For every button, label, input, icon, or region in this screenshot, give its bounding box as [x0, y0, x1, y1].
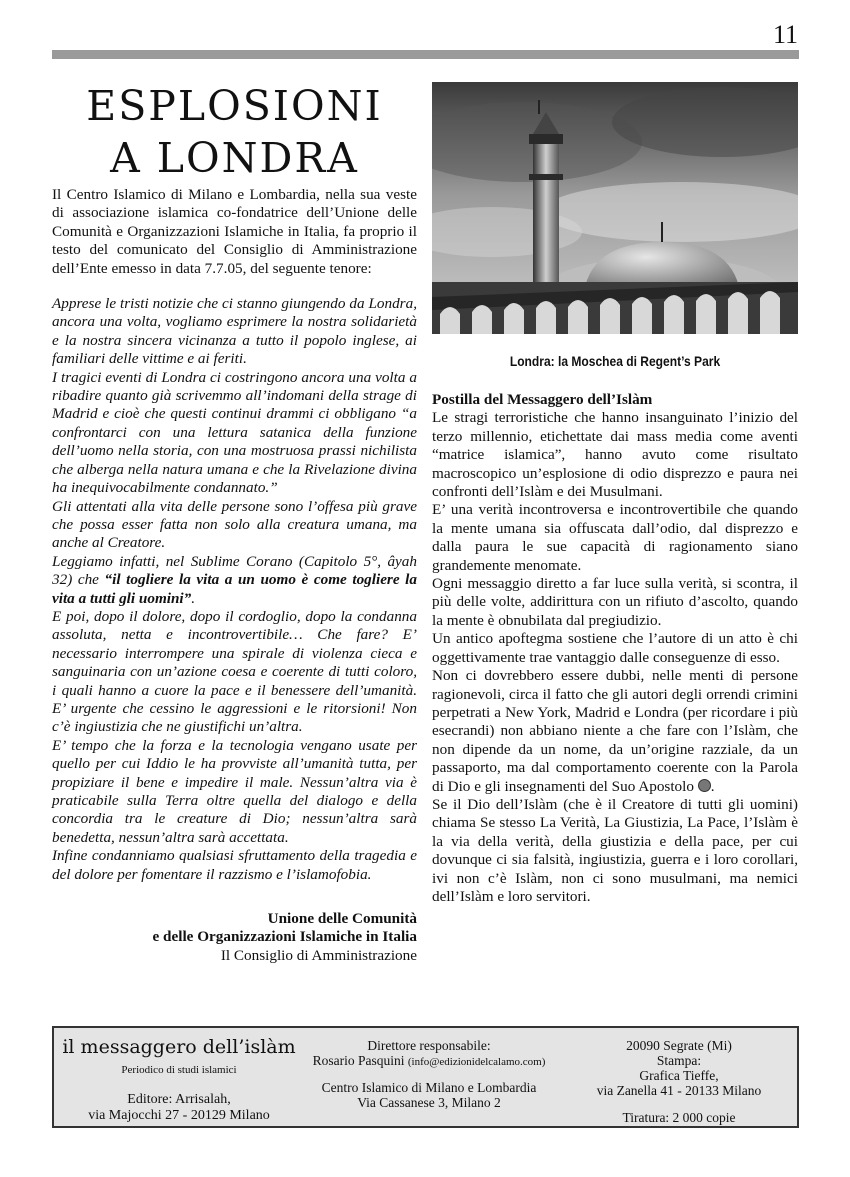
postscript-paragraph: Se il Dio dell’Islàm (che è il Creatore di tutti gli uomini) chiama Se stesso La Verità, La Giustizia, La Pace, l’Islàm è la via della verità, della giustizia e della pace, per cui dovunque ci sia falsità, ingiustizia, guerra e i loro corollari, ivi non c’è Islàm, non ci sono musulmani, ma nemici dell’Islàm e loro servitori. — [432, 795, 798, 905]
postscript-paragraph: Un antico apoftegma sostiene che l’autore di un atto è chi oggettivamente trae vantaggio dalle conseguenze di esso. — [432, 630, 798, 666]
editor-info — [54, 1092, 304, 1124]
print-run: Tiratura: 2 000 copie — [622, 1110, 736, 1125]
magazine-brand: il messaggero dell’islàm — [62, 1036, 296, 1058]
statement-paragraph: Gli attentati alla vita delle persone sono l’offesa più grave che possa esser fatta non solo alla creatura umana, ma anche al Creatore. — [52, 497, 417, 552]
left-column — [52, 186, 417, 965]
print-label: Stampa: — [656, 1053, 702, 1068]
page-number: 11 — [772, 20, 798, 49]
postscript-paragraph: E’ una verità incontroversa e incontrovertibile che quando la mente umana sia offuscata dall’odio, dal disprezzo e dalla paura le sue capacità di ragionamento siano grandemente menomate. — [432, 501, 798, 574]
intro-paragraph: Il Centro Islamico di Milano e Lombardia, nella sua veste di associazione islamica co-fondatrice dell’Unione delle Comunità e Organizzazioni Islamiche in Italia, fa proprio il testo del comunicato del Consiglio di Amministrazione dell’Ente emesso in data 7.7.05, del seguente tenore: — [52, 186, 417, 277]
photo-caption: Londra: la Moschea di Regent’s Park — [509, 353, 721, 369]
editor-address: via Majocchi 27 - 20129 Milano — [88, 1108, 270, 1123]
statement-paragraph: I tragici eventi di Londra ci costringono ancora una volta a ribadire quanto già scrivemmo all’indomani della strage di Madrid e cioè che questi continui drammi ci obbligano “a confrontarci con una lettura satanica della funzione dell’uomo nella storia, con una mostruosa prassi nichilista che alberga nella natura umana e che la Rivelazione divina ha inequivocabilmente condannato.” — [52, 368, 417, 497]
printer-address: via Zanella 41 - 20133 Milano — [596, 1083, 762, 1098]
quran-quote-paragraph — [52, 553, 417, 608]
footer-director — [306, 1038, 552, 1110]
place: 20090 Segrate (Mi) — [626, 1038, 732, 1053]
postscript-paragraph: Ogni messaggio diretto a far luce sulla verità, si scontra, il più delle volte, addirittura con un rifiuto d’ascolto, quando la mente è obnubilata dal pregiudizio. — [432, 575, 798, 629]
footer-publisher — [54, 1036, 304, 1124]
header-rule — [52, 50, 799, 59]
statement-paragraph: E’ tempo che la forza e la tecnologia vengano usate per quello per cui Iddio le ha provviste all’umanità tutta, per propiziare il bene e impedire il male. Nessun’altra via è praticabile sulla Terra oltre quella del dialogo e della concordia tra le creature di Dio; nessun’altra sarà benedetta, nessun’altra sarà accettata. — [52, 736, 417, 846]
mosque-photo — [432, 82, 798, 334]
masthead-footer — [52, 1026, 799, 1128]
statement-paragraph: Apprese le tristi notizie che ci stanno giungendo da Londra, ancora una volta, vogliamo esprimere la nostra solidarietà e la nostra sincera vicinanza a tutto il popolo inglese, ai familiari delle vittime e ai feriti. — [52, 295, 417, 368]
postscript-heading: Postilla del Messaggero dell’Islàm — [432, 391, 653, 408]
postscript-paragraph: Le stragi terroristiche che hanno insanguinato l’inizio del terzo millennio, etichettate dai mass media come aventi “matrice islamica”, hanno avuto come risultato macroscopico un’esplosione di odio disprezzo e paura nei confronti dell’Islàm e dei Musulmani. — [432, 409, 798, 501]
quote-end: . — [191, 589, 196, 607]
signature-line-3: Il Consiglio di Amministrazione — [220, 946, 417, 964]
title-line-2: A LONDRA — [110, 134, 359, 182]
signature-block — [52, 910, 417, 965]
blessing-seal-icon — [698, 779, 711, 792]
center-address: Via Cassanese 3, Milano 2 — [357, 1095, 501, 1110]
mosque-illustration — [432, 82, 798, 334]
quran-quote: “il togliere la vita a un uomo è come togliere la vita a tutti gli uomini” — [52, 571, 417, 607]
paragraph-text: Non ci dovrebbero essere dubbi, nelle menti di persone ragionevoli, circa il fatto che gli autori degli orrendi crimini perpetrati a New York, Madrid e Londra (per ricordare i più esecrandi) non abbiano niente a che fare con l’Islàm, che non dipende da un nome, da un’origine razziale, da un passaporto, ma dal comportamento coerente con la Parola di Dio e gli insegnamenti del Suo Apostolo — [432, 667, 798, 795]
signature-line-1: Unione delle Comunità — [267, 910, 417, 928]
postscript-paragraph: Non ci dovrebbero essere dubbi, nelle menti di persone ragionevoli, circa il fatto che gli autori degli orrendi crimini perpetrati a New York, Madrid e Londra (per ricordare i più esecrandi) non abbiano niente a che fare con l’Islàm, che non dipende da un nome, da un’origine razziale, da un passaporto, ma dal comportamento coerente con la Parola di Dio e gli insegnamenti del Suo Apostolo . — [432, 667, 798, 795]
title-line-1: ESPLOSIONI — [86, 82, 383, 130]
editor-name: Editore: Arrisalah, — [127, 1092, 231, 1107]
director-line — [306, 1053, 552, 1070]
statement-paragraph: E poi, dopo il dolore, dopo il cordoglio, dopo la condanna assoluta, netta e incontrovertibile… Che fare? E’ necessario interrompere una spirale di violenza cieca e sanguinaria con un’azione coesa e coerente di tutti coloro, i quali hanno a cuore la pace e il benessere dell’umanità. E’ urgente che cessino le aggressioni e le ritorsioni! Non c’è ingiustizia che ne giustifichi un’altra. — [52, 607, 417, 736]
printer-name: Grafica Tieffe, — [639, 1068, 719, 1083]
article-title — [52, 80, 417, 184]
signature-line-2: e delle Organizzazioni Islamiche in Italia — [152, 928, 417, 946]
director-label: Direttore responsabile: — [367, 1038, 491, 1053]
center-name: Centro Islamico di Milano e Lombardia — [321, 1080, 537, 1095]
director-name: Rosario Pasquini — [312, 1053, 408, 1068]
footer-print — [559, 1038, 799, 1125]
right-column — [432, 391, 798, 906]
director-email: (info@edizionidelcalamo.com) — [407, 1056, 546, 1068]
magazine-subtitle: Periodico di studi islamici — [121, 1064, 237, 1076]
statement-paragraph: Infine condanniamo qualsiasi sfruttamento della tragedia e del dolore per fomentare il razzismo e l’islamofobia. — [52, 847, 417, 883]
quote-lead: Leggiamo infatti, nel Sublime Corano (Capitolo 5°, âyah 32) che — [52, 552, 417, 589]
